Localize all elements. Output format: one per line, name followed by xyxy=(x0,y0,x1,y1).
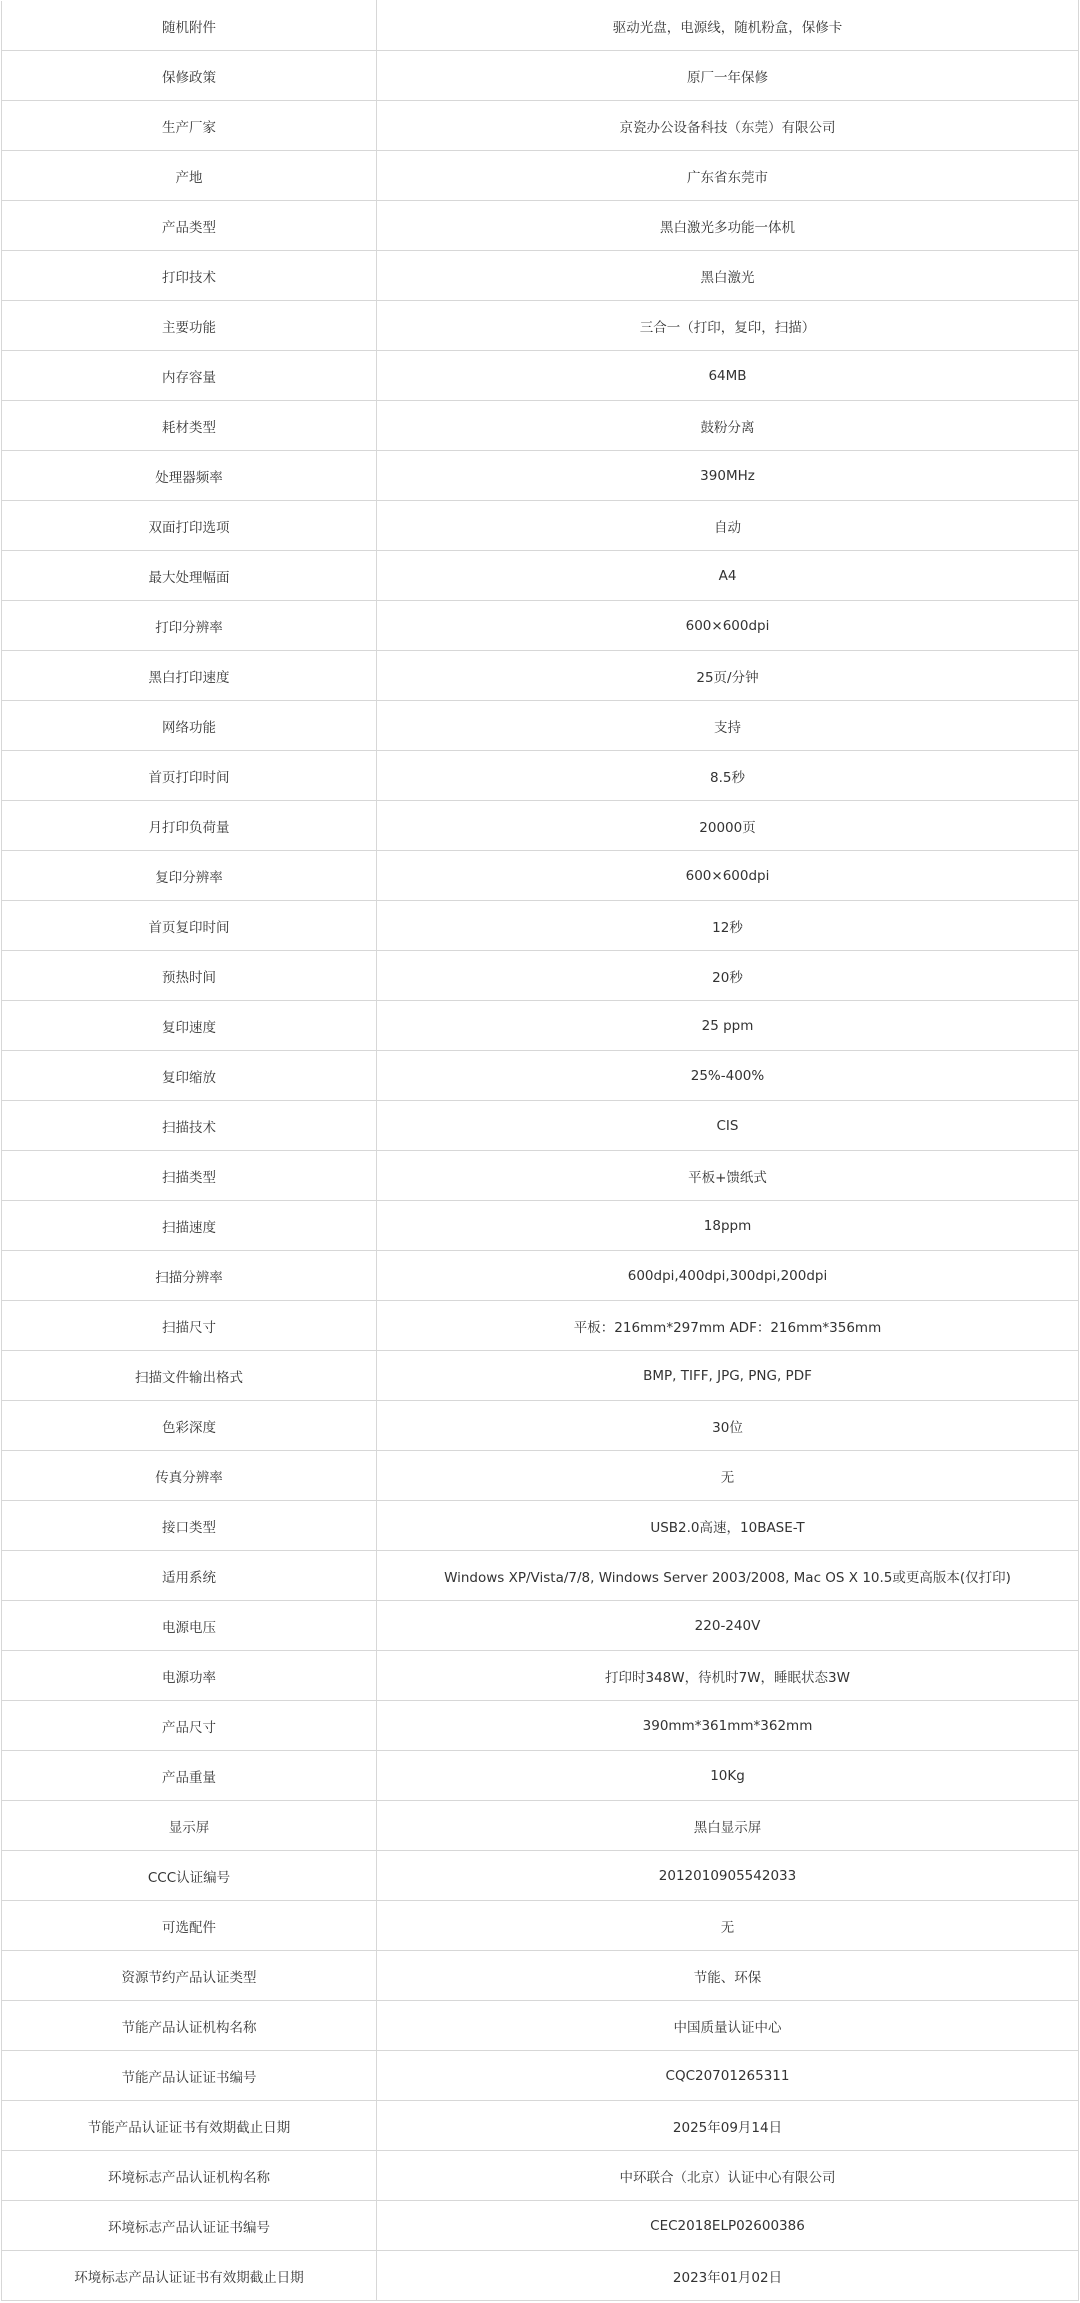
spec-label: 接口类型 xyxy=(2,1501,377,1551)
spec-row xyxy=(2,401,1079,451)
spec-label: 扫描分辨率 xyxy=(2,1251,377,1301)
spec-row xyxy=(2,801,1079,851)
spec-value: 中国质量认证中心 xyxy=(377,2001,1079,2051)
spec-value: CIS xyxy=(377,1101,1079,1151)
spec-row xyxy=(2,601,1079,651)
spec-value: 黑白显示屏 xyxy=(377,1801,1079,1851)
spec-row xyxy=(2,501,1079,551)
spec-value: 节能、环保 xyxy=(377,1951,1079,2001)
spec-label: 内存容量 xyxy=(2,351,377,401)
spec-value: 驱动光盘，电源线，随机粉盒，保修卡 xyxy=(377,1,1079,51)
spec-value: 无 xyxy=(377,1901,1079,1951)
spec-row xyxy=(2,1301,1079,1351)
spec-label: 产品重量 xyxy=(2,1751,377,1801)
spec-value: 10Kg xyxy=(377,1751,1079,1801)
spec-value: 平板+馈纸式 xyxy=(377,1151,1079,1201)
spec-value: 18ppm xyxy=(377,1201,1079,1251)
spec-label: 扫描类型 xyxy=(2,1151,377,1201)
spec-row xyxy=(2,151,1079,201)
spec-value: BMP, TIFF, JPG, PNG, PDF xyxy=(377,1351,1079,1401)
spec-row xyxy=(2,751,1079,801)
spec-value: 自动 xyxy=(377,501,1079,551)
spec-row xyxy=(2,951,1079,1001)
spec-value: 原厂一年保修 xyxy=(377,51,1079,101)
spec-row xyxy=(2,1151,1079,1201)
spec-value: 鼓粉分离 xyxy=(377,401,1079,451)
spec-row xyxy=(2,551,1079,601)
spec-value: 12秒 xyxy=(377,901,1079,951)
spec-row xyxy=(2,1351,1079,1401)
spec-label: 双面打印选项 xyxy=(2,501,377,551)
spec-label: 主要功能 xyxy=(2,301,377,351)
spec-value: 220-240V xyxy=(377,1601,1079,1651)
spec-row xyxy=(2,351,1079,401)
spec-label: 生产厂家 xyxy=(2,101,377,151)
spec-label: 扫描技术 xyxy=(2,1101,377,1151)
spec-value: 2025年09月14日 xyxy=(377,2101,1079,2151)
spec-value: 打印时348W，待机时7W，睡眠状态3W xyxy=(377,1651,1079,1701)
spec-row xyxy=(2,1501,1079,1551)
spec-row xyxy=(2,701,1079,751)
spec-row xyxy=(2,1401,1079,1451)
spec-label: 随机附件 xyxy=(2,1,377,51)
spec-value: 25 ppm xyxy=(377,1001,1079,1051)
spec-value: CQC20701265311 xyxy=(377,2051,1079,2101)
spec-label: 打印技术 xyxy=(2,251,377,301)
spec-value: 8.5秒 xyxy=(377,751,1079,801)
spec-row xyxy=(2,451,1079,501)
spec-label: 环境标志产品认证证书编号 xyxy=(2,2201,377,2251)
spec-row xyxy=(2,51,1079,101)
spec-table-body xyxy=(2,1,1079,2301)
spec-row xyxy=(2,2001,1079,2051)
spec-row xyxy=(2,1851,1079,1901)
spec-row xyxy=(2,2251,1079,2301)
spec-row xyxy=(2,1001,1079,1051)
spec-label: 处理器频率 xyxy=(2,451,377,501)
spec-label: 电源功率 xyxy=(2,1651,377,1701)
spec-value: 30位 xyxy=(377,1401,1079,1451)
spec-label: 复印缩放 xyxy=(2,1051,377,1101)
spec-label: 传真分辨率 xyxy=(2,1451,377,1501)
spec-value: 广东省东莞市 xyxy=(377,151,1079,201)
spec-label: 产地 xyxy=(2,151,377,201)
spec-row xyxy=(2,1801,1079,1851)
spec-label: 可选配件 xyxy=(2,1901,377,1951)
spec-label: 扫描速度 xyxy=(2,1201,377,1251)
spec-row xyxy=(2,251,1079,301)
spec-row xyxy=(2,1551,1079,1601)
spec-label: 首页复印时间 xyxy=(2,901,377,951)
spec-label: 环境标志产品认证证书有效期截止日期 xyxy=(2,2251,377,2301)
spec-row xyxy=(2,1251,1079,1301)
spec-label: 打印分辨率 xyxy=(2,601,377,651)
spec-row xyxy=(2,1,1079,51)
spec-value: 支持 xyxy=(377,701,1079,751)
spec-row xyxy=(2,651,1079,701)
spec-row xyxy=(2,301,1079,351)
spec-label: CCC认证编号 xyxy=(2,1851,377,1901)
spec-row xyxy=(2,2201,1079,2251)
spec-value: USB2.0高速，10BASE-T xyxy=(377,1501,1079,1551)
spec-label: 环境标志产品认证机构名称 xyxy=(2,2151,377,2201)
spec-label: 复印速度 xyxy=(2,1001,377,1051)
spec-row xyxy=(2,1651,1079,1701)
spec-row xyxy=(2,851,1079,901)
spec-value: 中环联合（北京）认证中心有限公司 xyxy=(377,2151,1079,2201)
spec-label: 月打印负荷量 xyxy=(2,801,377,851)
spec-label: 耗材类型 xyxy=(2,401,377,451)
spec-label: 复印分辨率 xyxy=(2,851,377,901)
spec-value: Windows XP/Vista/7/8, Windows Server 2003/2008, Mac OS X 10.5或更高版本(仅打印) xyxy=(377,1551,1079,1601)
spec-label: 黑白打印速度 xyxy=(2,651,377,701)
spec-value: 黑白激光 xyxy=(377,251,1079,301)
spec-value: 京瓷办公设备科技（东莞）有限公司 xyxy=(377,101,1079,151)
spec-label: 色彩深度 xyxy=(2,1401,377,1451)
spec-value: A4 xyxy=(377,551,1079,601)
spec-row xyxy=(2,201,1079,251)
spec-value: 600×600dpi xyxy=(377,851,1079,901)
spec-row xyxy=(2,1201,1079,1251)
spec-row xyxy=(2,1901,1079,1951)
spec-label: 最大处理幅面 xyxy=(2,551,377,601)
spec-row xyxy=(2,1751,1079,1801)
spec-label: 电源电压 xyxy=(2,1601,377,1651)
spec-value: 600dpi,400dpi,300dpi,200dpi xyxy=(377,1251,1079,1301)
spec-value: 390mm*361mm*362mm xyxy=(377,1701,1079,1751)
spec-row xyxy=(2,1051,1079,1101)
spec-value: 三合一（打印，复印，扫描） xyxy=(377,301,1079,351)
spec-row xyxy=(2,2051,1079,2101)
spec-value: 25页/分钟 xyxy=(377,651,1079,701)
spec-row xyxy=(2,901,1079,951)
spec-value: 2012010905542033 xyxy=(377,1851,1079,1901)
spec-row xyxy=(2,1451,1079,1501)
spec-row xyxy=(2,101,1079,151)
spec-value: 600×600dpi xyxy=(377,601,1079,651)
spec-label: 产品类型 xyxy=(2,201,377,251)
spec-label: 节能产品认证证书编号 xyxy=(2,2051,377,2101)
spec-label: 产品尺寸 xyxy=(2,1701,377,1751)
spec-value: 20秒 xyxy=(377,951,1079,1001)
spec-label: 节能产品认证机构名称 xyxy=(2,2001,377,2051)
spec-value: 无 xyxy=(377,1451,1079,1501)
spec-row xyxy=(2,1601,1079,1651)
spec-label: 适用系统 xyxy=(2,1551,377,1601)
spec-row xyxy=(2,2101,1079,2151)
spec-label: 网络功能 xyxy=(2,701,377,751)
spec-value: 平板：216mm*297mm ADF：216mm*356mm xyxy=(377,1301,1079,1351)
spec-label: 预热时间 xyxy=(2,951,377,1001)
spec-label: 资源节约产品认证类型 xyxy=(2,1951,377,2001)
spec-row xyxy=(2,1101,1079,1151)
spec-label: 保修政策 xyxy=(2,51,377,101)
spec-row xyxy=(2,1951,1079,2001)
spec-table xyxy=(1,0,1079,2301)
spec-value: 2023年01月02日 xyxy=(377,2251,1079,2301)
spec-row xyxy=(2,2151,1079,2201)
spec-label: 显示屏 xyxy=(2,1801,377,1851)
spec-label: 扫描文件输出格式 xyxy=(2,1351,377,1401)
spec-value: 390MHz xyxy=(377,451,1079,501)
spec-value: 黑白激光多功能一体机 xyxy=(377,201,1079,251)
spec-row xyxy=(2,1701,1079,1751)
spec-value: 64MB xyxy=(377,351,1079,401)
spec-value: 25%-400% xyxy=(377,1051,1079,1101)
spec-label: 节能产品认证证书有效期截止日期 xyxy=(2,2101,377,2151)
spec-value: 20000页 xyxy=(377,801,1079,851)
spec-label: 首页打印时间 xyxy=(2,751,377,801)
spec-label: 扫描尺寸 xyxy=(2,1301,377,1351)
spec-value: CEC2018ELP02600386 xyxy=(377,2201,1079,2251)
